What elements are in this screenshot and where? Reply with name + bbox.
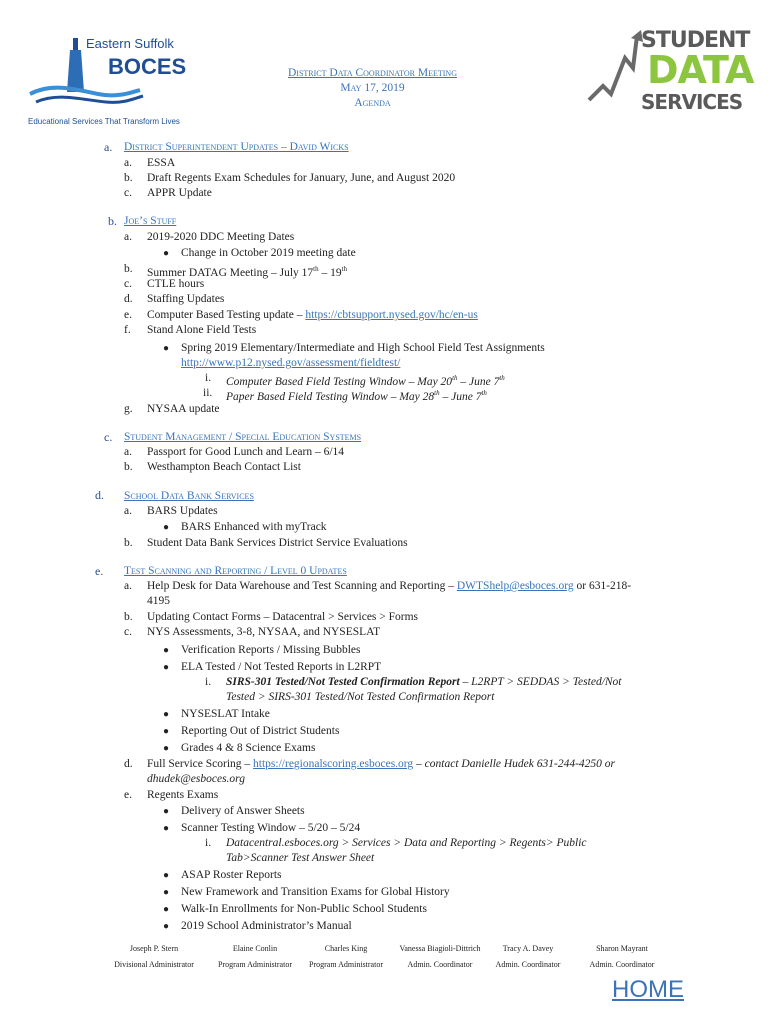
item-label: ii. [203, 387, 213, 399]
agenda-item: Stand Alone Field Tests [147, 324, 257, 336]
staff-name: Sharon Mayrant [596, 944, 648, 953]
item-label: c. [124, 187, 132, 199]
staff-name: Joseph P. Stern [129, 944, 179, 953]
meeting-title-block [240, 66, 505, 111]
item-label: b. [124, 611, 133, 623]
staff-member [572, 944, 672, 970]
agenda-item: CTLE hours [147, 278, 205, 290]
staff-member [390, 944, 490, 970]
agenda-subitem: Computer Based Field Testing Window – May 20th – June 7th [226, 374, 505, 388]
agenda-subitem-continuation: Tab>Scanner Test Answer Sheet [226, 852, 375, 864]
staff-name: Tracy A. Davey [502, 944, 554, 953]
item-label: c. [124, 278, 132, 290]
item-label: a. [124, 446, 132, 458]
agenda-item-continuation: 4195 [147, 595, 170, 607]
item-label: e. [124, 309, 132, 321]
item-label: i. [205, 676, 212, 688]
meeting-date: May 17, 2019 [340, 82, 405, 94]
agenda-subitem: BARS Enhanced with myTrack [181, 521, 327, 533]
brand-student: STUDENT [641, 28, 750, 53]
agenda-item: Updating Contact Forms – Datacentral > Services > Forms [147, 611, 419, 623]
staff-member [205, 944, 305, 970]
section-e-letter: e. [95, 564, 104, 578]
section-a-letter: a. [104, 140, 113, 154]
org-acronym: BOCES [108, 54, 187, 79]
item-label: b. [124, 461, 133, 473]
bullet-icon: ● [163, 343, 170, 354]
item-label: c. [124, 626, 132, 638]
section-c-letter: c. [104, 430, 113, 444]
student-data-services-logo [585, 28, 754, 118]
item-label: g. [124, 403, 133, 415]
bullet-icon: ● [163, 645, 170, 656]
cbt-support-link[interactable]: https://cbtsupport.nysed.gov/hc/en-us [305, 309, 478, 321]
bullet-icon: ● [163, 709, 170, 720]
agenda-subitem: SIRS-301 Tested/Not Tested Confirmation Report – L2RPT > SEDDAS > Tested/Not [226, 676, 622, 688]
bullet-icon: ● [163, 904, 170, 915]
section-a-title: District Superintendent Updates – David Wicks [124, 141, 349, 153]
org-tagline: Educational Services That Transform Lives [28, 117, 180, 126]
bullet-icon: ● [163, 726, 170, 737]
bullet-icon: ● [163, 522, 170, 533]
staff-role: Admin. Coordinator [589, 960, 655, 969]
agenda-subitem-continuation: Tested > SIRS-301 Tested/Not Tested Confirmation Report [226, 691, 495, 703]
staff-role: Program Administrator [309, 960, 383, 969]
bullet-icon: ● [163, 921, 170, 932]
agenda-item: Regents Exams [147, 789, 219, 801]
item-label: a. [124, 580, 132, 592]
bullet-icon: ● [163, 806, 170, 817]
staff-member [296, 944, 396, 970]
boces-logo [28, 32, 203, 126]
agenda-item: NYSAA update [147, 403, 220, 415]
agenda-heading: Agenda [354, 97, 391, 109]
staff-role: Divisional Administrator [114, 960, 194, 969]
agenda-subitem: 2019 School Administrator’s Manual [181, 920, 352, 932]
item-label: i. [205, 372, 212, 384]
item-label: f. [124, 324, 131, 336]
item-label: a. [124, 505, 132, 517]
agenda-subitem: Datacentral.esboces.org > Services > Data and Reporting > Regents> Public [226, 837, 587, 849]
agenda-subitem: ELA Tested / Not Tested Reports in L2RPT [181, 661, 382, 673]
bullet-icon: ● [163, 823, 170, 834]
section-b-letter: b. [108, 214, 117, 228]
agenda-subitem: Walk-In Enrollments for Non-Public School Students [181, 903, 427, 915]
item-label: b. [124, 172, 133, 184]
item-label: b. [124, 537, 133, 549]
agenda-subitem: NYSESLAT Intake [181, 708, 270, 720]
agenda-item: Staffing Updates [147, 293, 225, 305]
bullet-icon: ● [163, 662, 170, 673]
agenda-item: 2019-2020 DDC Meeting Dates [147, 231, 295, 243]
agenda-item-continuation: dhudek@esboces.org [147, 773, 245, 785]
section-d-title: School Data Bank Services [124, 490, 254, 502]
item-label: b. [124, 263, 133, 275]
section-d-letter: d. [95, 488, 104, 502]
home-link[interactable]: HOME [612, 976, 684, 1003]
agenda-subitem: New Framework and Transition Exams for Global History [181, 886, 450, 898]
agenda-item: Westhampton Beach Contact List [147, 461, 301, 473]
item-label: a. [124, 231, 132, 243]
field-test-link[interactable]: http://www.p12.nysed.gov/assessment/fieldtest/ [181, 357, 401, 369]
staff-role: Admin. Coordinator [495, 960, 561, 969]
staff-role: Admin. Coordinator [407, 960, 473, 969]
agenda-subitem: Spring 2019 Elementary/Intermediate and High School Field Test Assignments [181, 342, 545, 354]
section-b-title: Joe’s Stuff [124, 215, 177, 227]
agenda-subitem: Change in October 2019 meeting date [181, 247, 356, 259]
agenda-item: ESSA [147, 157, 176, 169]
bullet-icon: ● [163, 887, 170, 898]
brand-services: SERVICES [641, 90, 743, 114]
item-label: d. [124, 293, 133, 305]
agenda-subitem: Reporting Out of District Students [181, 725, 340, 737]
meeting-title: District Data Coordinator Meeting [287, 67, 457, 79]
agenda-subitem: ASAP Roster Reports [181, 869, 282, 881]
section-c-title: Student Management / Special Education Systems [124, 431, 362, 443]
staff-name: Vanessa Biagioli-Dittrich [399, 944, 481, 953]
item-label: e. [124, 789, 132, 801]
helpdesk-email-link[interactable]: DWTShelp@esboces.org [456, 580, 574, 592]
agenda-item: Passport for Good Lunch and Learn – 6/14 [147, 446, 345, 458]
staff-member [104, 944, 204, 970]
agenda-subitem: Verification Reports / Missing Bubbles [181, 644, 361, 656]
agenda-item: APPR Update [147, 187, 212, 199]
bullet-icon: ● [163, 870, 170, 881]
regional-scoring-link[interactable]: https://regionalscoring.esboces.org [253, 758, 414, 770]
bullet-icon: ● [163, 248, 170, 259]
org-name: Eastern Suffolk [86, 36, 174, 51]
agenda-item: Full Service Scoring – https://regionalscoring.esboces.org – contact Danielle Hudek 631-244-4250 or [147, 758, 616, 770]
agenda-item: Help Desk for Data Warehouse and Test Scanning and Reporting – DWTShelp@esboces.org or 631-218- [147, 580, 632, 592]
agenda-item: Draft Regents Exam Schedules for January, June, and August 2020 [147, 172, 456, 184]
agenda-subitem: Grades 4 & 8 Science Exams [181, 742, 316, 754]
item-label: d. [124, 758, 133, 770]
agenda-item: Summer DATAG Meeting – July 17th – 19th [147, 265, 348, 279]
item-label: a. [124, 157, 132, 169]
staff-name: Charles King [324, 944, 368, 953]
agenda-item: NYS Assessments, 3-8, NYSAA, and NYSESLAT [147, 626, 381, 638]
agenda-subitem: Scanner Testing Window – 5/20 – 5/24 [181, 822, 361, 834]
agenda-subitem: Delivery of Answer Sheets [181, 805, 305, 817]
staff-role: Program Administrator [218, 960, 292, 969]
staff-name: Elaine Conlin [232, 944, 278, 953]
staff-member [478, 944, 578, 970]
agenda-item: BARS Updates [147, 505, 218, 517]
agenda-item: Computer Based Testing update – https://cbtsupport.nysed.gov/hc/en-us [147, 309, 478, 321]
item-label: i. [205, 837, 212, 849]
agenda-subitem: Paper Based Field Testing Window – May 28th – June 7th [226, 389, 487, 403]
bullet-icon: ● [163, 743, 170, 754]
agenda-item: Student Data Bank Services District Service Evaluations [147, 537, 408, 549]
brand-data: DATA [647, 48, 754, 92]
section-e-title: Test Scanning and Reporting / Level 0 Updates [124, 565, 347, 577]
